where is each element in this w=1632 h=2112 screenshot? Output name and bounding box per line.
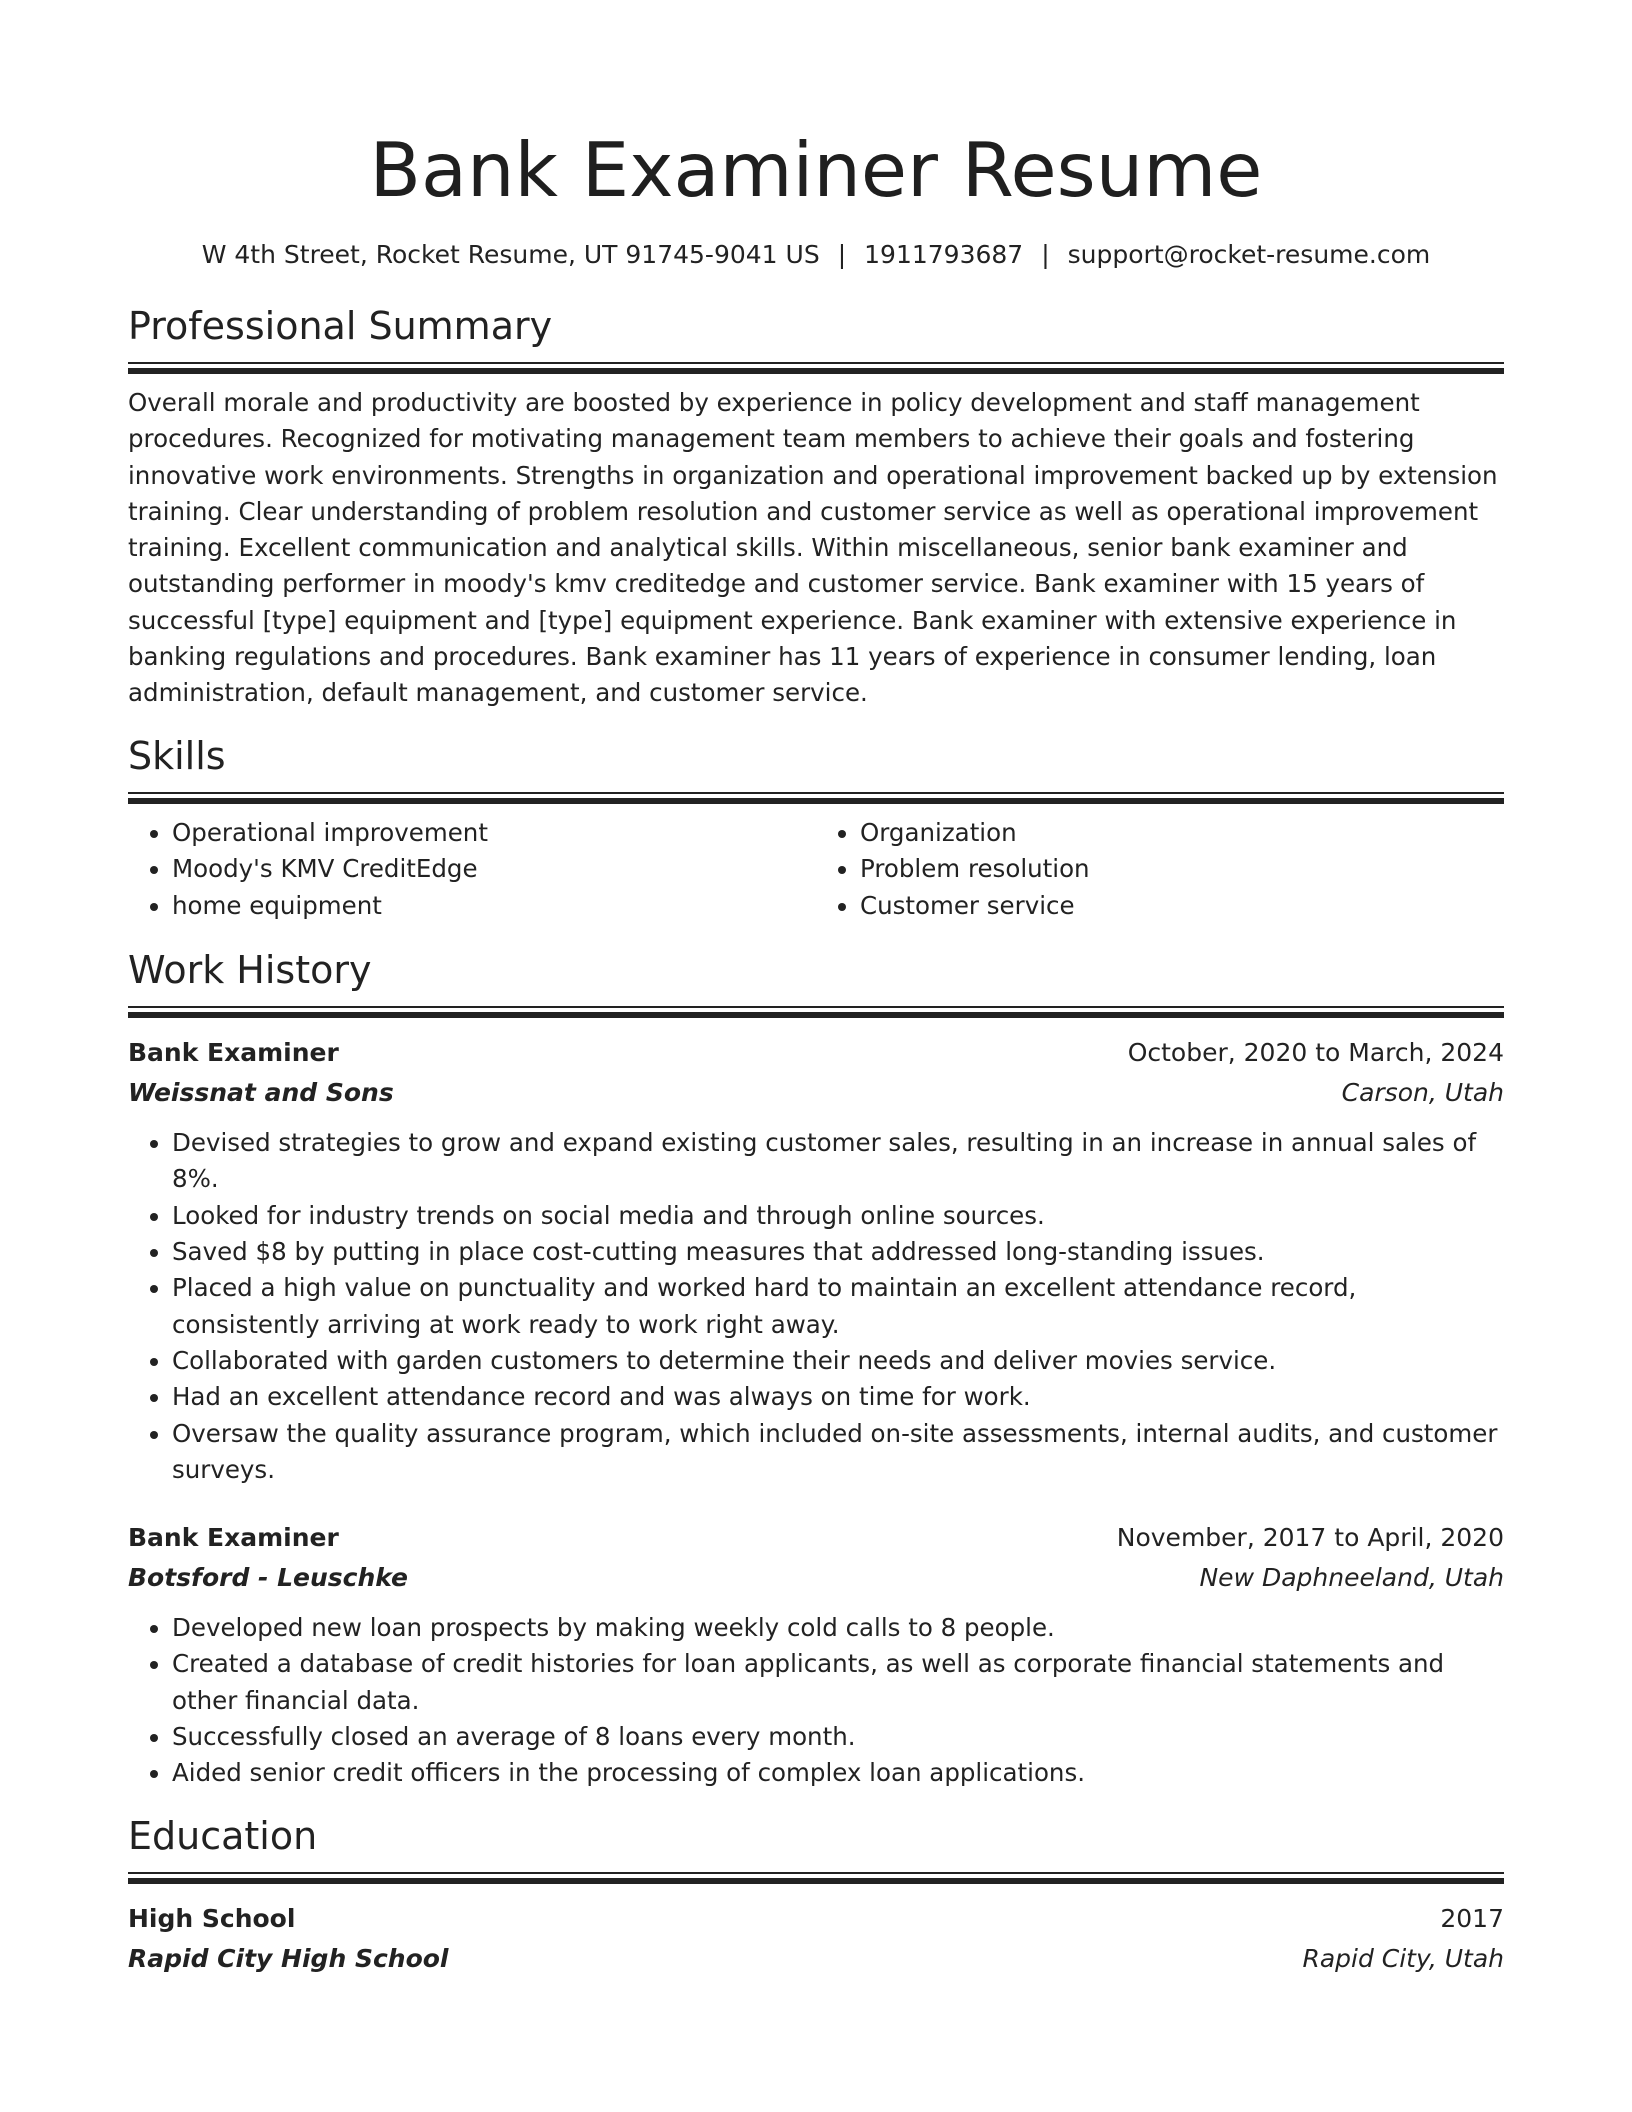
job-dates: October, 2020 to March, 2024 [1127,1038,1504,1068]
job-bullet: • Developed new loan prospects by making weekly cold calls to 8 people. [172,1610,1504,1646]
skills-list-left [128,815,816,925]
skill-item: • Moody's KMV CreditEdge [172,851,816,888]
job-entry [128,1518,1504,1791]
job-subheader [128,1073,1504,1113]
job-bullet: • Looked for industry trends on social media and through online sources. [172,1198,1504,1234]
contact-address: W 4th Street, Rocket Resume, UT 91745-9041 US [201,240,820,269]
job-bullet: • Created a database of credit histories for loan applicants, as well as corporate financial statements and other financial data. [172,1646,1504,1719]
section-divider [128,1872,1504,1883]
resume-title: Bank Examiner Resume [369,126,1263,214]
summary-section [128,302,1504,712]
work-section [128,946,1504,1791]
job-entry [128,1033,1504,1488]
skill-item: • Problem resolution [860,851,1504,888]
job-bullet: • Oversaw the quality assurance program, which included on-site assessments, internal audits, and customer surveys. [172,1416,1504,1489]
contact-separator: | [837,240,847,269]
section-divider [128,362,1504,373]
contact-separator: | [1041,240,1050,269]
job-bullet: • Devised strategies to grow and expand existing customer sales, resulting in an increase in annual sales of 8%. [172,1125,1504,1198]
contact-email: support@rocket-resume.com [1067,240,1431,269]
summary-text: Overall morale and productivity are boosted by experience in policy development and staff management procedures. Recognized for motivating management team members to achieve their goals and fostering innovative work environments. Strengths in organization and operational improvement backed up by extension training. Clear understanding of problem resolution and customer service as well as operational improvement training. Excellent communication and analytical skills. Within miscellaneous, senior bank examiner and outstanding performer in moody's kmv creditedge and customer service. Bank examiner with 15 years of successful [type] equipment and [type] equipment experience. Bank examiner with extensive experience in banking regulations and procedures. Bank examiner has 11 years of experience in consumer lending, loan administration, default management, and customer service. [128,388,1498,708]
section-title-work: Work History [128,948,372,993]
section-title-skills: Skills [128,733,226,778]
section-divider [128,792,1504,803]
contact-phone: 1911793687 [864,240,1024,269]
section-divider [128,1006,1504,1017]
education-degree: High School [128,1903,296,1933]
education-section [128,1812,1504,1979]
section-title-education: Education [128,1813,318,1858]
skill-item: • home equipment [172,888,816,925]
skills-list-right [816,815,1504,925]
job-bullet: • Had an excellent attendance record and was always on time for work. [172,1379,1504,1415]
job-header [128,1518,1504,1558]
job-company: Weissnat and Sons [128,1078,394,1108]
job-location: New Daphneeland, Utah [1199,1563,1504,1593]
skill-item: • Customer service [860,888,1504,925]
section-title-summary: Professional Summary [128,304,553,348]
job-bullet: • Aided senior credit officers in the processing of complex loan applications. [172,1755,1504,1791]
job-company: Botsford - Leuschke [128,1563,408,1593]
job-bullets [128,1125,1504,1488]
job-bullet: • Successfully closed an average of 8 loans every month. [172,1719,1504,1755]
job-dates: November, 2017 to April, 2020 [1116,1523,1504,1553]
job-title: Bank Examiner [128,1038,339,1068]
skill-item: • Operational improvement [172,815,816,852]
job-bullet: • Collaborated with garden customers to determine their needs and deliver movies service. [172,1343,1504,1379]
job-title: Bank Examiner [128,1523,339,1553]
education-location: Rapid City, Utah [1302,1943,1504,1973]
job-bullet: • Placed a high value on punctuality and worked hard to maintain an excellent attendance record, consistently arriving at work ready to work right away. [172,1270,1504,1343]
education-subheader [128,1939,1504,1979]
skill-item: • Organization [860,815,1504,852]
contact-line [128,238,1504,272]
education-entry [128,1899,1504,1979]
education-school: Rapid City High School [128,1943,449,1973]
job-location: Carson, Utah [1341,1078,1504,1108]
job-bullets [128,1610,1504,1791]
job-subheader [128,1558,1504,1598]
education-header [128,1899,1504,1939]
skills-section [128,732,1504,925]
job-header [128,1033,1504,1073]
job-bullet: • Saved $8 by putting in place cost-cutting measures that addressed long-standing issues. [172,1234,1504,1270]
education-year: 2017 [1440,1903,1504,1933]
skills-columns [128,815,1504,925]
